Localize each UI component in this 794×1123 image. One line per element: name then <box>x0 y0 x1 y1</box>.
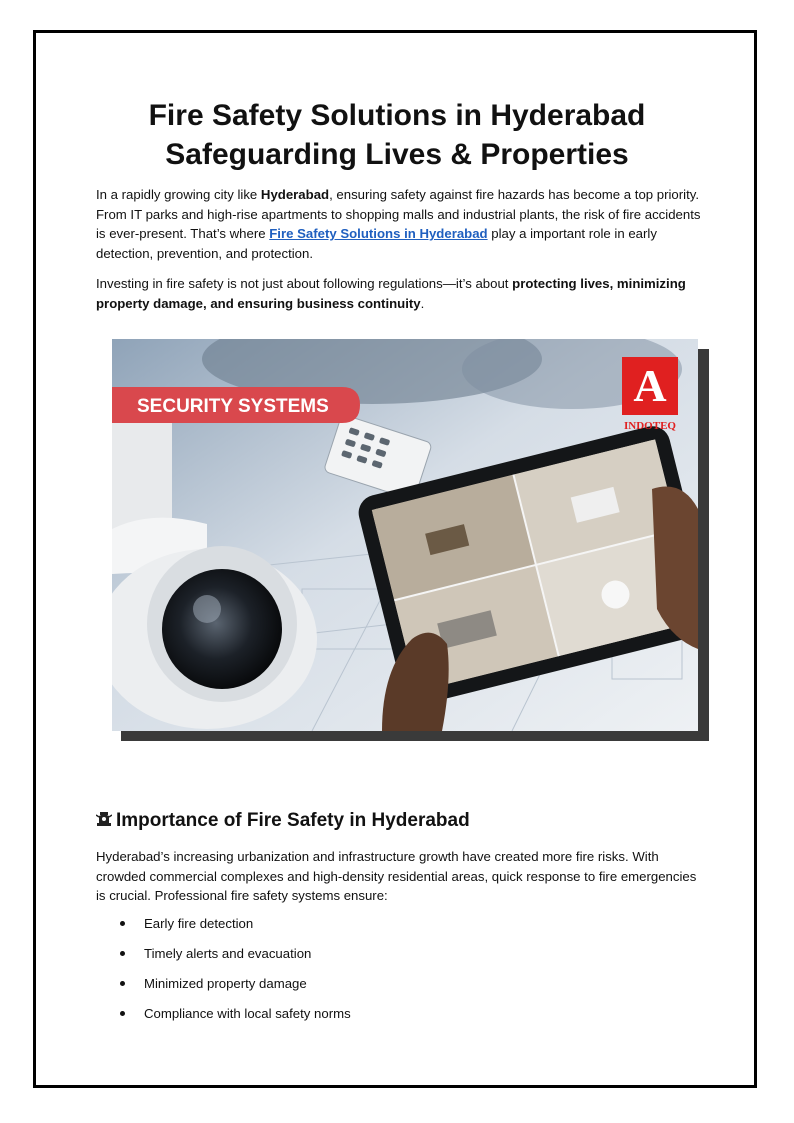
investment-paragraph: Investing in fire safety is not just about following regulations—it’s about protecting lives, minimizing property damage, and ensuring business continuity. <box>96 276 686 311</box>
list-item: Early fire detection <box>96 913 696 943</box>
list-item: Timely alerts and evacuation <box>96 943 696 973</box>
logo-letter: A <box>633 360 667 411</box>
section-heading-text: Importance of Fire Safety in Hyderabad <box>116 810 470 831</box>
benefits-list <box>96 913 696 1033</box>
banner-text: SECURITY SYSTEMS <box>137 396 329 417</box>
investment-emphasis: protecting lives, minimizing property damage, and ensuring business continuity <box>96 276 686 311</box>
page-title <box>40 96 754 174</box>
title-line-1: Fire Safety Solutions in Hyderabad <box>148 99 646 132</box>
section-paragraph: Hyderabad’s increasing urbanization and infrastructure growth have created more fire risks. With crowded commercial complexes and high-density residential areas, quick response to fire emergencies is crucial. Professional fire safety systems ensure: <box>96 849 697 903</box>
city-emphasis: Hyderabad <box>260 187 330 202</box>
title-line-2: Safeguarding Lives & Properties <box>165 138 629 171</box>
intro-paragraph: In a rapidly growing city like Hyderabad, ensuring safety against fire hazards has become a top priority. From IT parks and high-rise apartments to shopping malls and industrial plants, the risk of fire accidents is ever-present. That’s where Fire Safety Solutions in Hyderabad play a important role in early detection, prevention, and protection. <box>96 187 701 261</box>
fire-alarm-icon <box>96 810 112 828</box>
security-systems-image <box>112 339 698 731</box>
list-item: Minimized property damage <box>96 973 696 1003</box>
section-heading <box>96 808 470 834</box>
list-item: Compliance with local safety norms <box>96 1003 696 1033</box>
fire-safety-link[interactable]: Fire Safety Solutions in Hyderabad <box>269 226 488 241</box>
logo-text: INDOTEQ <box>624 420 676 432</box>
